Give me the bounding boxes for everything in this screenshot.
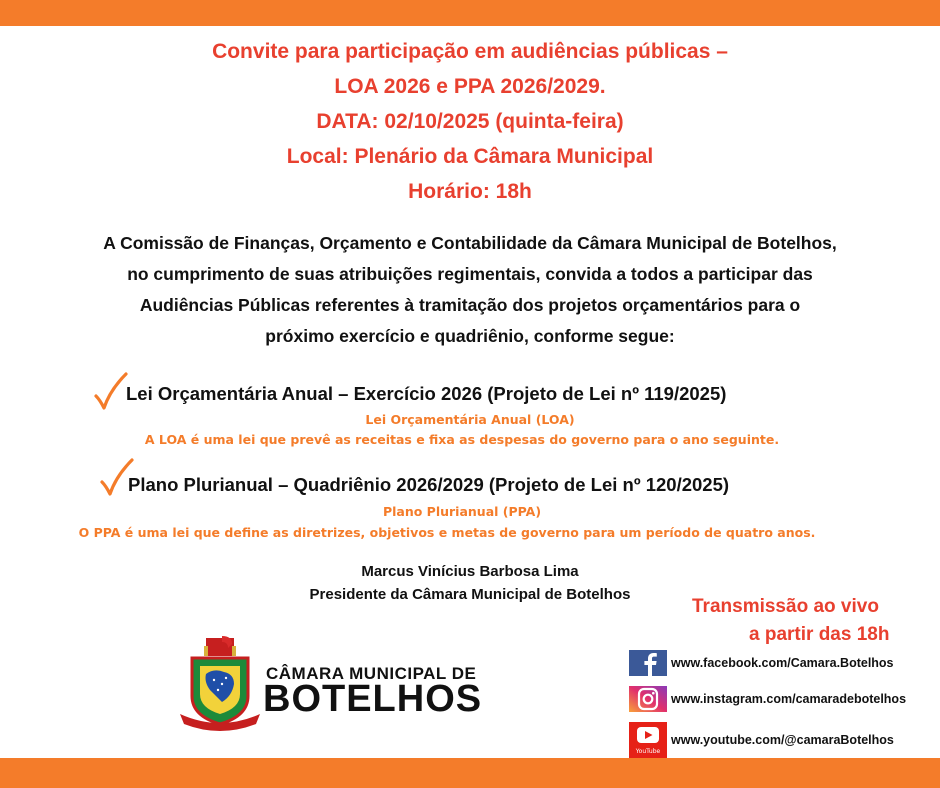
loa-description: A LOA é uma lei que prevê as receitas e fixa as despesas do governo para o ano seguinte. <box>144 432 780 447</box>
title-line: LOA 2026 e PPA 2026/2029. <box>334 75 606 98</box>
instagram-link[interactable] <box>629 685 906 713</box>
title-line: Convite para participação em audiências públicas – <box>212 40 728 63</box>
facebook-link[interactable] <box>629 649 894 677</box>
intro-line: A Comissão de Finanças, Orçamento e Contabilidade da Câmara Municipal de Botelhos, <box>103 233 837 253</box>
intro-paragraph <box>10 228 930 352</box>
checkmark-icon <box>92 372 128 412</box>
instagram-icon <box>629 685 667 713</box>
instagram-url[interactable]: www.instagram.com/camaradebotelhos <box>671 692 907 706</box>
loa-heading: Lei Orçamentária Anual – Exercício 2026 (Projeto de Lei nº 119/2025) <box>126 383 727 404</box>
youtube-icon-label: YouTube <box>635 748 661 755</box>
president-name: Marcus Vinícius Barbosa Lima <box>361 563 579 580</box>
invitation-title <box>0 34 940 209</box>
facebook-icon <box>629 649 667 677</box>
loa-subtitle: Lei Orçamentária Anual (LOA) <box>365 412 575 427</box>
title-line-time: Horário: 18h <box>408 180 532 203</box>
ppa-heading: Plano Plurianual – Quadriênio 2026/2029 (Projeto de Lei nº 120/2025) <box>128 474 730 495</box>
facebook-url[interactable]: www.facebook.com/Camara.Botelhos <box>671 656 894 670</box>
ppa-description: O PPA é uma lei que define as diretrizes, objetivos e metas de governo para um período de quatro anos. <box>78 525 816 540</box>
title-line-location: Local: Plenário da Câmara Municipal <box>286 145 654 168</box>
bottom-orange-bar <box>0 758 940 788</box>
top-orange-bar <box>0 0 940 26</box>
ppa-subtitle: Plano Plurianual (PPA) <box>382 504 542 519</box>
intro-line: no cumprimento de suas atribuições regimentais, convida a todos a participar das <box>127 264 813 284</box>
logo-text-line1: CÂMARA MUNICIPAL DE <box>266 664 477 683</box>
youtube-link[interactable] <box>629 722 894 758</box>
intro-line: Audiências Públicas referentes à tramitação dos projetos orçamentários para o <box>139 295 801 315</box>
live-line-2: a partir das 18h <box>749 624 890 645</box>
logo-text-line2: BOTELHOS <box>263 678 483 720</box>
president-role: Presidente da Câmara Municipal de Botelhos <box>309 586 631 603</box>
youtube-icon <box>629 722 667 758</box>
youtube-url[interactable]: www.youtube.com/@camaraBotelhos <box>671 733 894 747</box>
botelhos-coat-of-arms-icon <box>178 634 262 732</box>
intro-line: próximo exercício e quadriênio, conforme segue: <box>265 326 675 346</box>
live-line-1: Transmissão ao vivo <box>692 596 879 617</box>
live-stream-notice <box>660 593 930 649</box>
title-line-date: DATA: 02/10/2025 (quinta-feira) <box>316 110 624 133</box>
